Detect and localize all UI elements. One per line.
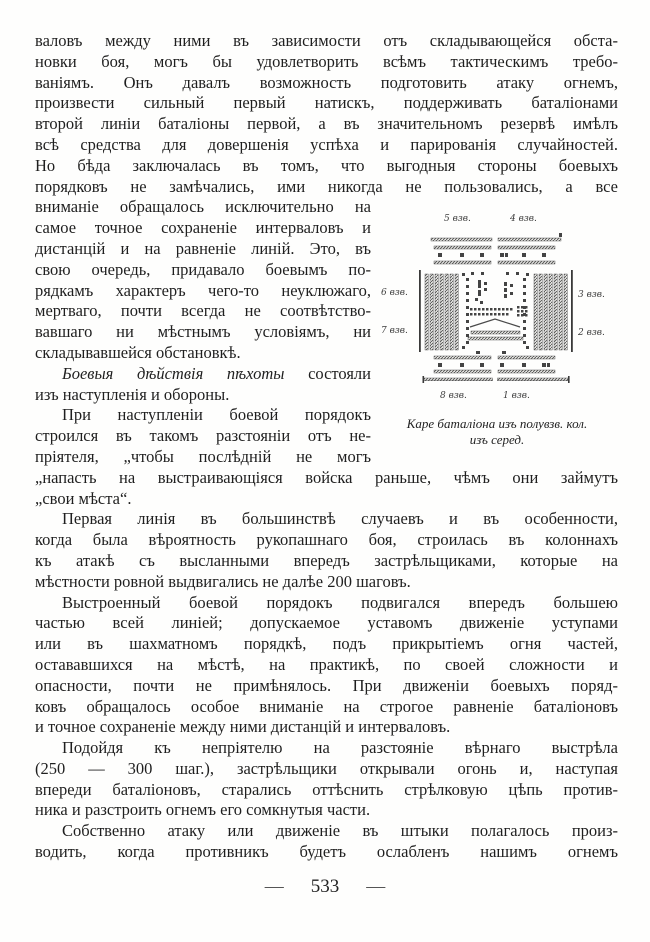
text-line-p3-4: „напасть на выстраивающіяся войска раньше, чѣмъ они займутъ <box>35 467 618 487</box>
text-line-p5-7: и точное сохраненіе между ними дистанцій и интерваловъ. <box>35 717 451 737</box>
text-line-p5-6: ковъ обращалось особое вниманіе на строгое равненіе баталіоновъ <box>35 696 618 716</box>
kare-diagram-svg <box>374 210 620 410</box>
text-line-p1-11: дистанцій и на равненіе линій. Это, въ <box>35 238 371 258</box>
text-line-p6-1: Подойдя къ непріятелю на разстояніе вѣрнаго выстрѣла <box>62 738 618 758</box>
diagram-label-platoon-6: 6 взв. <box>381 288 408 298</box>
text-line-p4-2: когда была вѣроятность рукопашнаго боя, строилась въ колоннахъ <box>35 530 618 550</box>
text-line-p1-12: свою очередь, придавало боевымъ по- <box>35 259 371 279</box>
diagram-label-platoon-5: 5 взв. <box>444 214 471 224</box>
text-line-p1-9: вниманіе обращалось исключительно на <box>35 197 371 217</box>
text-line-p1-6: всѣ средства для довершенія успѣха и парированія случайностей. <box>35 134 618 154</box>
text-line-p1-5: второй линіи баталіоны первой, а въ значительномъ резервѣ имѣлъ <box>35 114 618 134</box>
text-line-p2-2: изъ наступленія и обороны. <box>35 384 230 404</box>
page-footer <box>0 876 650 898</box>
text-line-p5-3: или въ шахматномъ порядкѣ, подъ прикрытіемъ огня частей, <box>35 634 618 654</box>
text-line-p5-5: опасности, почти не примѣнялось. При движеніи боевыхъ поряд- <box>35 675 618 695</box>
text-line-p1-14: мертваго, почти всегда не соотвѣтство- <box>35 301 371 321</box>
diagram-label-platoon-8: 8 взв. <box>440 391 467 401</box>
page-number: 533 <box>310 876 340 897</box>
text-line-p5-4: остававшихся на мѣстѣ, на практикѣ, по своей сложности и <box>35 654 618 674</box>
formation-diagram <box>374 210 620 460</box>
text-line-p6-4: ника и разстроить огнемъ его сомкнутыя части. <box>35 800 371 820</box>
text-line-p1-15: вавшаго ни мѣстнымъ условіямъ, ни <box>35 322 371 342</box>
text-line-p7-1: Собственно атаку или движеніе въ штыки полагалось произ- <box>62 821 618 841</box>
text-line-p2-1: Боевыя дѣйствія пѣхоты состояли <box>62 363 371 383</box>
text-line-p6-3: впереди баталіоновъ, старались оттѣснить стрѣлковую цѣпь против- <box>35 779 618 799</box>
text-line-p3-3: пріятеля, „чтобы послѣдній не могъ <box>35 446 371 466</box>
footer-left-dash: — <box>264 876 284 897</box>
text-line-p1-10: самое точное сохраненіе интерваловъ и <box>35 218 371 238</box>
text-line-p4-4: мѣстности ровной выдвигались не далѣе 200 шаговъ. <box>35 571 411 591</box>
text-line-p1-8: порядковъ не замѣчались, ими никогда не пользовались, а все <box>35 176 618 196</box>
diagram-label-platoon-2: 2 взв. <box>578 328 605 338</box>
diagram-label-platoon-3: 3 взв. <box>578 290 605 300</box>
figure-caption <box>374 416 620 447</box>
text-line-p7-2: водить, когда противникъ будетъ ослабленъ нашимъ огнемъ <box>35 842 618 862</box>
text-line-p1-3: ваніямъ. Онъ давалъ возможность подготовить атаку огнемъ, <box>35 72 618 92</box>
text-line-p1-4: произвести сильный первый натискъ, поддерживать баталіонами <box>35 93 618 113</box>
text-line-p3-2: строился въ такомъ разстояніи отъ не- <box>35 426 371 446</box>
text-line-p3-5: „свои мѣста“. <box>35 488 132 508</box>
text-line-p5-2: частью всей линіей; допускаемое уставомъ движеніе уступами <box>35 613 618 633</box>
text-line-p4-3: къ атакѣ съ высланными впередъ застрѣльщиками, которые на <box>35 550 618 570</box>
diagram-label-platoon-7: 7 взв. <box>381 326 408 336</box>
text-line-p1-16: складывавшейся обстановкѣ. <box>35 342 241 362</box>
text-line-p1-13: рядкамъ характеръ чего-то неуклюжаго, <box>35 280 371 300</box>
figure-caption-line-1: Каре баталіона изъ полувзв. кол. <box>406 416 588 431</box>
text-line-p4-1: Первая линія въ большинствѣ случаевъ и въ особенности, <box>62 509 618 529</box>
diagram-label-platoon-4: 4 взв. <box>510 214 537 224</box>
figure-caption-line-2: изъ серед. <box>469 431 525 447</box>
text-line-p1-2: новки боя, могъ бы удовлетворить всѣмъ тактическимъ требо- <box>35 51 618 71</box>
text-line-p1-1: валовъ между ними въ зависимости отъ складывающейся обста- <box>35 31 618 50</box>
text-line-p1-7: Но бѣда заключалась въ томъ, что выгодныя стороны боевыхъ <box>35 155 618 175</box>
text-line-p5-1: Выстроенный боевой порядокъ подвигался впередъ большею <box>62 592 618 612</box>
text-line-p6-2: (250 — 300 шаг.), застрѣльщики открывали огонь и, наступая <box>35 758 618 778</box>
text-line-p3-1: При наступленіи боевой порядокъ <box>62 405 371 425</box>
footer-right-dash: — <box>366 876 386 897</box>
diagram-label-platoon-1: 1 взв. <box>503 391 530 401</box>
